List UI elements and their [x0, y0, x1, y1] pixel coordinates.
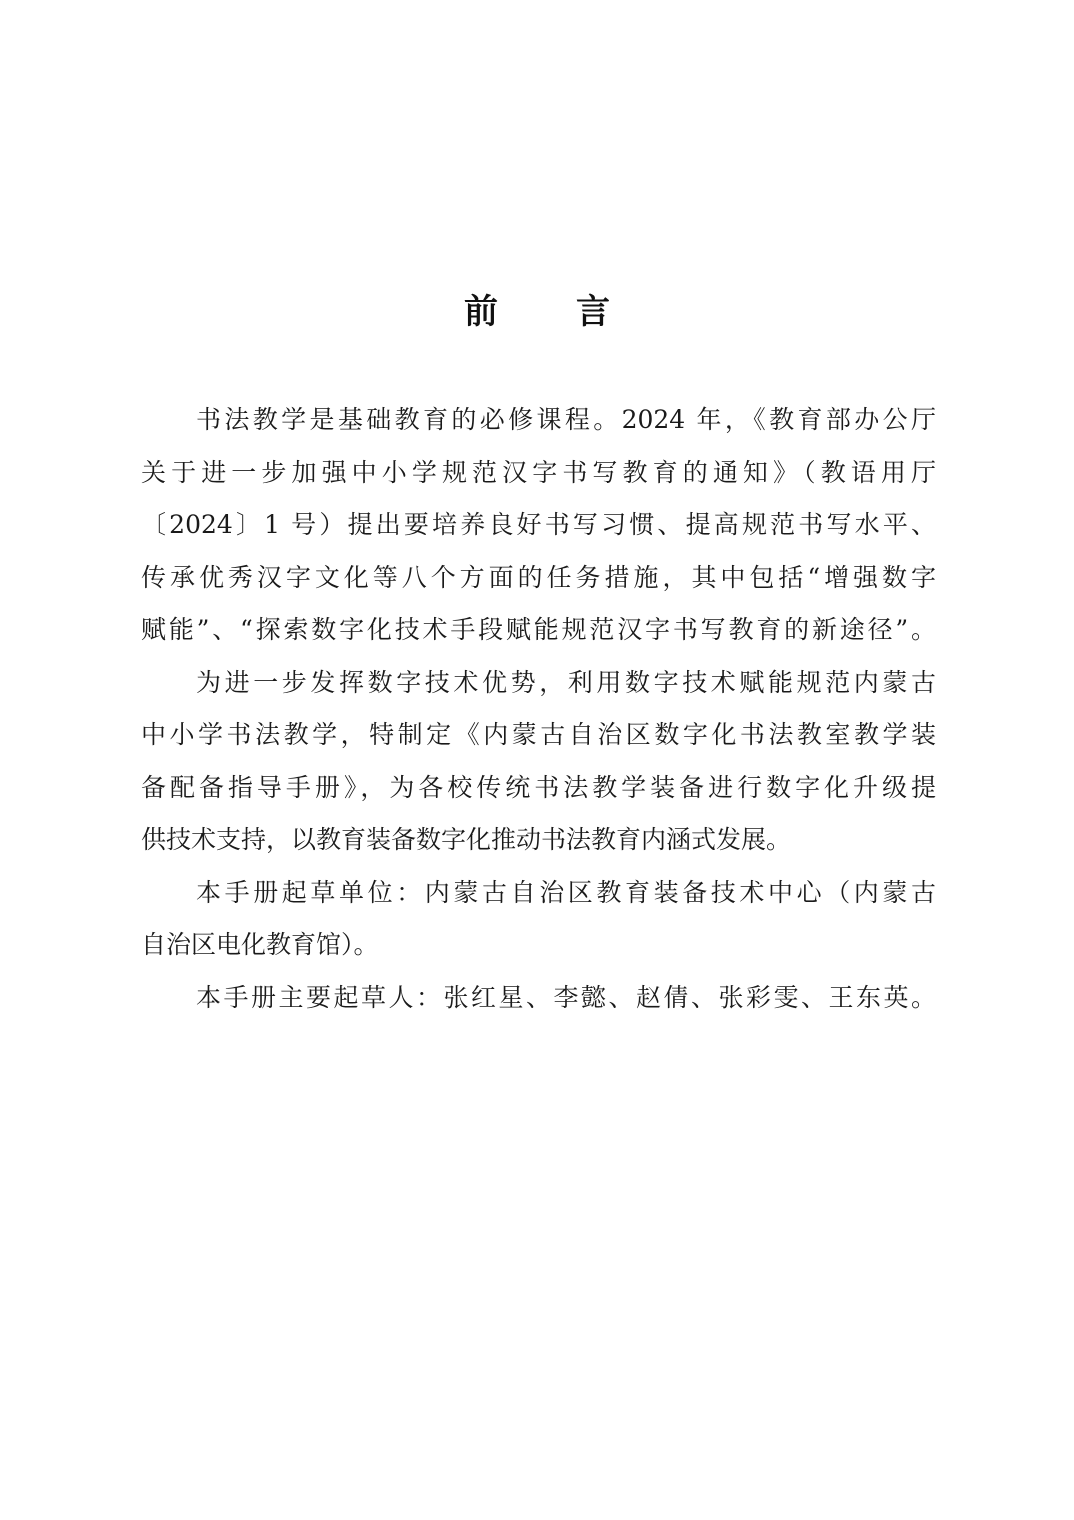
paragraph-line: 本手册起草单位：内蒙古自治区教育装备技术中心（内蒙古 — [196, 877, 936, 907]
paragraph-line: 关于进一步加强中小学规范汉字书写教育的通知》（教语用厅 — [141, 457, 936, 487]
paragraph-line: 为进一步发挥数字技术优势，利用数字技术赋能规范内蒙古 — [196, 667, 936, 697]
paragraph-line: 备配备指导手册》，为各校传统书法教学装备进行数字化升级提 — [141, 772, 936, 802]
paragraph-line: 〔2024〕1 号）提出要培养良好书写习惯、提高规范书写水平、 — [141, 510, 936, 539]
paragraph-purpose — [141, 661, 936, 871]
paragraph-line: 赋能”、“探索数字化技术手段赋能规范汉字书写教育的新途径”。 — [141, 615, 936, 644]
page-title — [0, 284, 1074, 333]
paragraph-line: 自治区电化教育馆）。 — [141, 930, 379, 959]
paragraph-drafting-unit — [141, 871, 936, 976]
paragraph-drafters — [141, 976, 936, 1029]
paragraph-line: 传承优秀汉字文化等八个方面的任务措施，其中包括“增强数字 — [141, 562, 936, 592]
paragraph-line: 供技术支持，以教育装备数字化推动书法教育内涵式发展。 — [141, 825, 792, 854]
paragraph-line: 书法教学是基础教育的必修课程。2024 年，《教育部办公厅 — [196, 405, 936, 434]
title-char-1: 前 — [464, 292, 498, 332]
paragraph-line: 中小学书法教学，特制定《内蒙古自治区数字化书法教室教学装 — [141, 720, 936, 749]
title-char-2: 言 — [576, 292, 610, 332]
paragraph-line: 本手册主要起草人：张红星、李懿、赵倩、张彩雯、王东英。 — [196, 982, 936, 1012]
preface-body — [141, 398, 936, 1028]
paragraph-background — [141, 398, 936, 661]
